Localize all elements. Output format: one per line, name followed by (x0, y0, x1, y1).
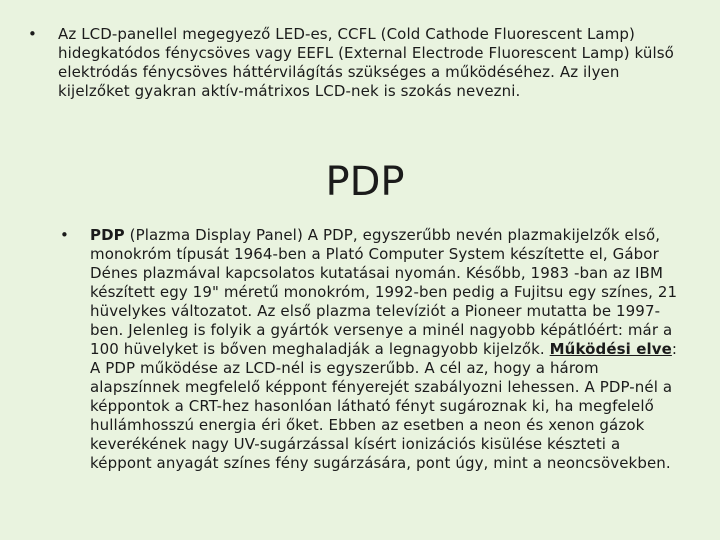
pdp-principle-text: : A PDP működése az LCD-nél is egyszerűbb. A cél az, hogy a három alapszínnek megfelelő képpont fényerejét szabályozni lehessen. A PDP-nél a képpontok a CRT-hez hasonlóan látható fényt sugároznak ki, ha megfelelő hullámhosszú energia éri őket. Ebben az esetben a neon és xenon gázok keverékének nagy UV-sugárzással kísért ionizációs kisülése készteti a képpont anyagát színes fény sugárzására, pont úgy, mint a neoncsövekben. (90, 340, 678, 472)
lcd-backlight-text: Az LCD-panellel megegyező LED-es, CCFL (Cold Cathode Fluorescent Lamp) hidegkatódos fénycsöves vagy EEFL (External Electrode Fluorescent Lamp) külső elektródás fénycsöves háttérvilágítás szükséges a működéséhez. Az ilyen kijelzőket gyakran aktív-mátrixos LCD-nek is szokás nevezni. (58, 25, 674, 100)
pdp-heading: PDP (325, 159, 405, 205)
pdp-history-text: (Plazma Display Panel) A PDP, egyszerűbb nevén plazmakijelzők első, monokróm típusát 1964-ben a Plató Computer System készítette el, Gábor Dénes plazmával kapcsolatos kutatásai nyomán. Később, 1983 -ban az IBM készített egy 19" méretű monokróm, 1992-ben pedig a Fujitsu egy színes, 21 hüvelykes változatot. Az első plazma televíziót a Pioneer mutatta be 1997-ben. Jelenleg is folyik a gyártók versenye a minél nagyobb képátlóért: már a 100 hüvelyket is bőven meghaladják a legnagyobb kijelzők. (90, 226, 678, 358)
bullet-marker: • (60, 226, 69, 244)
lcd-backlight-bullet (28, 25, 688, 101)
pdp-term: PDP (90, 226, 125, 244)
working-principle-label: Működési elve (549, 340, 672, 358)
pdp-description-text (90, 226, 680, 473)
pdp-description-bullet (60, 226, 700, 473)
bullet-marker: • (28, 25, 37, 43)
